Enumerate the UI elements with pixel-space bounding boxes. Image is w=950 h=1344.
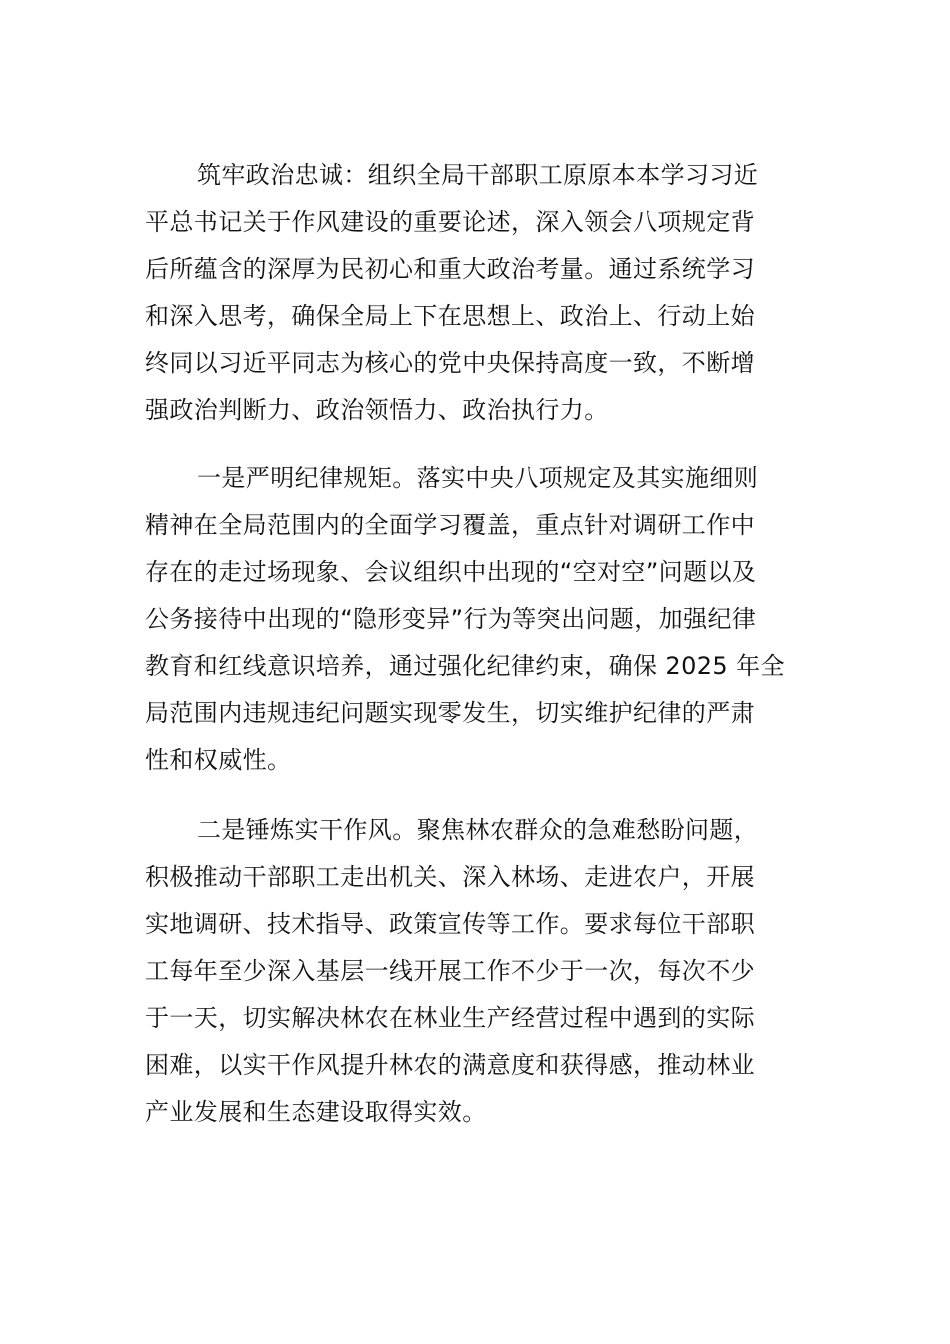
text-line: 积极推动干部职工走出机关、深入林场、走进农户，开展 <box>145 863 755 891</box>
text-line: 于一天，切实解决林农在林业生产经营过程中遇到的实际 <box>145 1004 755 1032</box>
text-line: 性和权威性。 <box>145 746 292 774</box>
text-line: 和深入思考，确保全局上下在思想上、政治上、行动上始 <box>145 302 755 330</box>
text-line: 教育和红线意识培养，通过强化纪律约束，确保 2025 年全 <box>145 652 785 680</box>
text-line: 终同以习近平同志为核心的党中央保持高度一致，不断增 <box>145 349 755 377</box>
text-line: 困难，以实干作风提升林农的满意度和获得感，推动林业 <box>145 1051 755 1079</box>
text-line: 一是严明纪律规矩。落实中央八项规定及其实施细则 <box>197 464 759 492</box>
text-line: 工每年至少深入基层一线开展工作不少于一次，每次不少 <box>145 957 755 985</box>
text-line: 后所蕴含的深厚为民初心和重大政治考量。通过系统学习 <box>145 255 755 283</box>
text-line: 实地调研、技术指导、政策宣传等工作。要求每位干部职 <box>145 910 755 938</box>
text-line: 强政治判断力、政治领悟力、政治执行力。 <box>145 396 609 424</box>
text-line: 平总书记关于作风建设的重要论述，深入领会八项规定背 <box>145 208 755 236</box>
text-line: 精神在全局范围内的全面学习覆盖，重点针对调研工作中 <box>145 511 755 539</box>
text-line: 公务接待中出现的“隐形变异”行为等突出问题，加强纪律 <box>145 605 757 633</box>
paragraph-political-loyalty <box>145 152 810 434</box>
paragraph-discipline-rules <box>145 455 810 784</box>
text-line: 局范围内违规违纪问题实现零发生，切实维护纪律的严肃 <box>145 699 755 727</box>
paragraph-practical-work-style <box>145 807 810 1136</box>
text-line: 存在的走过场现象、会议组织中出现的“空对空”问题以及 <box>145 558 757 586</box>
text-line: 二是锤炼实干作风。聚焦林农群众的急难愁盼问题， <box>197 816 759 844</box>
text-line: 产业发展和生态建设取得实效。 <box>145 1098 487 1126</box>
text-line: 筑牢政治忠诚：组织全局干部职工原原本本学习习近 <box>197 161 759 189</box>
